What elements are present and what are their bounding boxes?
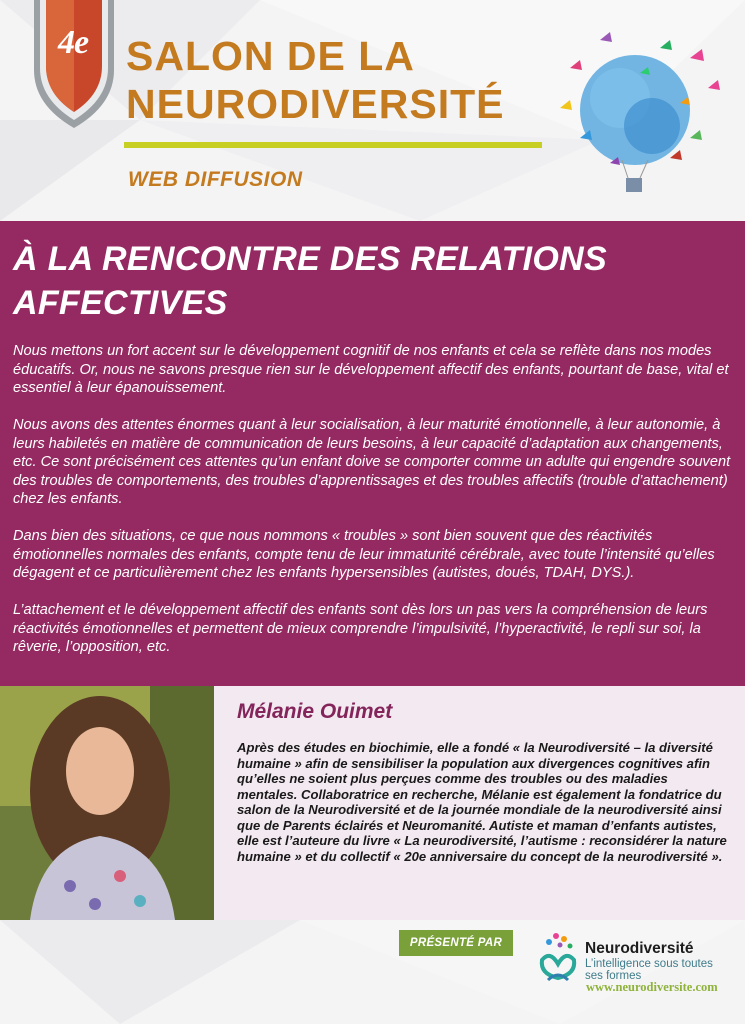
article-paragraph: L’attachement et le développement affectif des enfants sont dès lors un pas vers la compréhension de leurs réactivités émotionnelles et permettent de mieux comprendre l’impulsivité, l’hyperactivité, le repli sur soi, la rêverie, l’opposition, etc. [13, 602, 708, 655]
article-title [13, 237, 733, 325]
page-title [126, 32, 566, 128]
presented-by-label: PRÉSENTÉ PAR [399, 930, 513, 956]
article-title-line: À LA RENCONTRE DES RELATIONS [13, 240, 607, 278]
speaker-name: Mélanie Ouimet [237, 700, 393, 723]
butterfly-balloon-icon [540, 28, 740, 200]
article-paragraph: Nous avons des attentes énormes quant à leur socialisation, à leur maturité émotionnelle, à leur autonomie, à leurs habiletés en matière de communication de leurs besoins, à leur capacité d’adaptation aux changements, etc. Ce sont précisément ces attentes qu’un enfant doive se comporter comme un adulte qui engendre souvent des troubles de comportements, des troubles d’apprentissages et des troubles affectifs (trouble d’attachement) chez les enfants. [13, 417, 731, 507]
article-band [0, 221, 745, 686]
edition-badge: 4e [57, 24, 89, 61]
speaker-bio: Après des études en biochimie, elle a fondé « la Neurodiversité – la diversité humaine » afin de sensibiliser la population aux divergences cognitives afin qu’elles ne soient plus perçues comme des troubles ou des maladies mentales. Collaboratrice en recherche, Mélanie est également la fondatrice du salon de la Neurodiversité et de la journée mondiale de la neurodiversité ainsi que de Parents éclairés et Neuromanité. Autiste et maman d’enfants autistes, elle est l’auteure du livre « La neurodiversité, l’autisme : reconsidérer la nature humaine » et du collectif « 20e anniversaire du concept de la neurodiversité ». [237, 740, 727, 864]
article-paragraph: Nous mettons un fort accent sur le développement cognitif de nos enfants et cela se reflète dans nos modes éducatifs. Or, nous ne savons presque rien sur le développement affectif des enfants, pourtant de base, vital et essentiel à leur épanouissement. [13, 343, 729, 396]
article-title-line: AFFECTIVES [13, 284, 228, 322]
logo-name: Neurodiversité [585, 940, 694, 957]
neurodiversite-logo-icon [534, 930, 584, 986]
website-link[interactable]: www.neurodiversite.com [586, 980, 718, 994]
subtitle: WEB DIFFUSION [128, 168, 303, 191]
article-body [13, 342, 737, 675]
title-line: SALON DE LA [126, 33, 415, 79]
logo-tagline: L’intelligence sous toutes ses formes [585, 958, 713, 982]
shield-badge-icon [28, 0, 120, 130]
title-line: NEURODIVERSITÉ [126, 81, 505, 127]
article-paragraph: Dans bien des situations, ce que nous nommons « troubles » sont bien souvent que des réactivités émotionnelles normales des enfants, compte tenu de leur immaturité cérébrale, avec toute l’intensité qu’elles dégagent et ce particulièrement chez les enfants hypersensibles (autistes, doués, TDAH, DYS.). [13, 528, 715, 581]
title-divider [124, 142, 542, 148]
speaker-photo [0, 686, 214, 920]
